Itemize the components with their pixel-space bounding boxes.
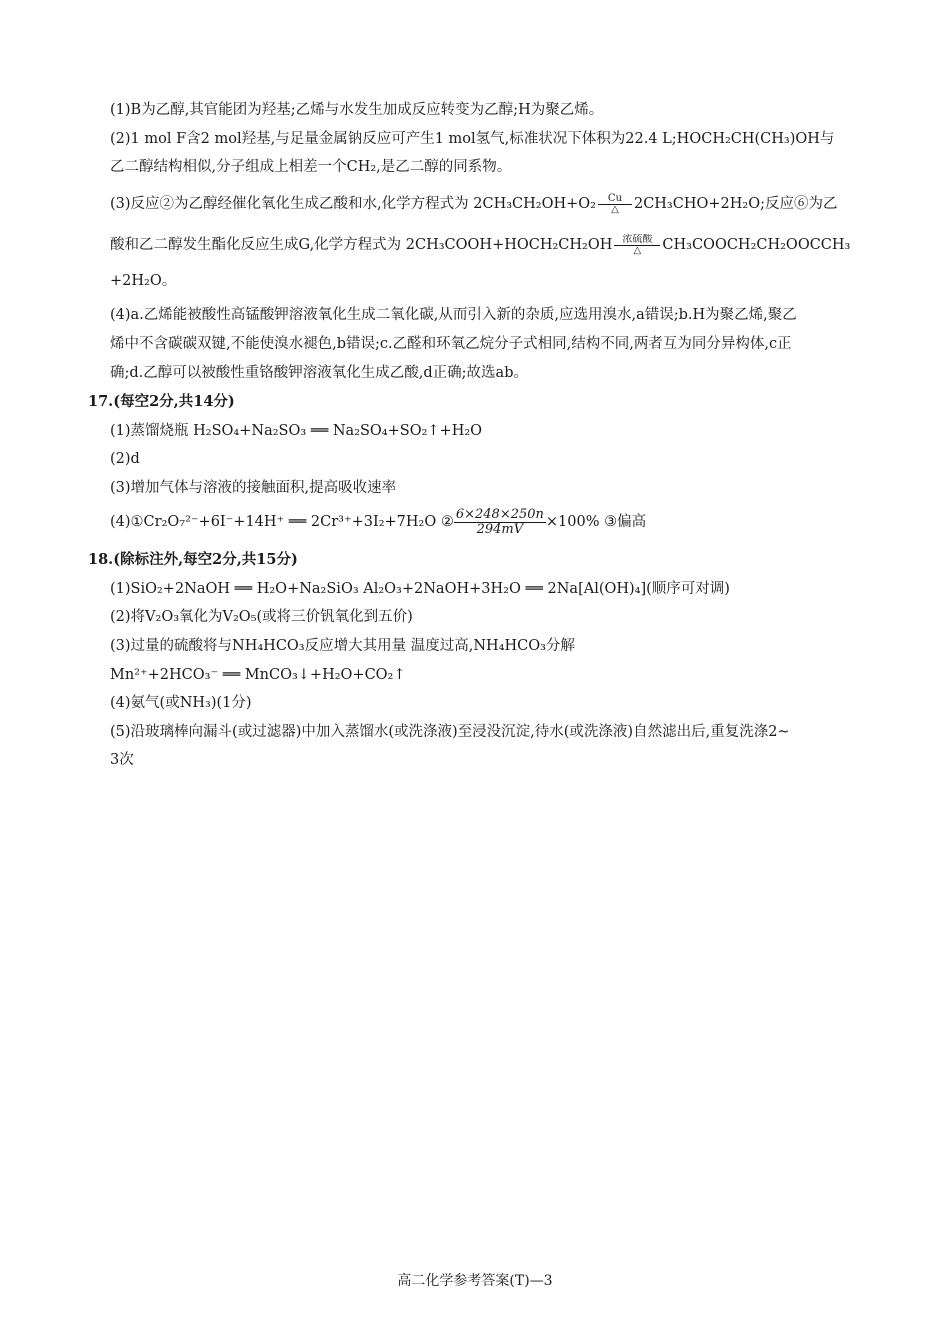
q17-answer4-equation: (4)①Cr₂O₇²⁻+6I⁻+14H⁺ ══ 2Cr³⁺+3I₂+7H₂O ② [110, 514, 454, 530]
q16-part3-eq1-left: (3)反应②为乙醇经催化氧化生成乙酸和水,化学方程式为 2CH₃CH₂OH+O₂ [110, 196, 596, 212]
catalyst-label: Cu [607, 193, 623, 204]
q18-answer3-line2: Mn²⁺+2HCO₃⁻ ══ MnCO₃↓+H₂O+CO₂↑ [110, 667, 406, 683]
q16-part2-line2: 乙二醇结构相似,分子组成上相差一个CH₂,是乙二醇的同系物。 [110, 159, 512, 175]
q18-answer4: (4)氨气(或NH₃)(1分) [110, 695, 252, 711]
q18-heading: 18.(除标注外,每空2分,共15分) [88, 551, 298, 568]
fraction-numerator: 6×248×250n [455, 506, 544, 522]
q17-heading: 17.(每空2分,共14分) [88, 393, 235, 410]
q18-answer5-line1: (5)沿玻璃棒向漏斗(或过滤器)中加入蒸馏水(或洗涤液)至浸没沉淀,待水(或洗涤液)自然滤出后,重复洗涤2~ [110, 724, 790, 740]
q16-part4-line3: 确;d.乙醇可以被酸性重铬酸钾溶液氧化生成乙酸,d正确;故选ab。 [110, 365, 528, 381]
q16-part4-line2: 烯中不含碳碳双键,不能使溴水褪色,b错误;c.乙醛和环氧乙烷分子式相同,结构不同,两者互为同分异构体,c正 [110, 336, 792, 352]
q16-part3-eq2-right: CH₃COOCH₂CH₂OOCCH₃ [662, 237, 851, 253]
q16-part3-eq1-right: 2CH₃CHO+2H₂O;反应⑥为乙 [633, 196, 838, 212]
catalyst-label: 浓硫酸 [622, 234, 653, 245]
q18-answer3-line1: (3)过量的硫酸将与NH₄HCO₃反应增大其用量 温度过高,NH₄HCO₃分解 [110, 638, 575, 654]
q16-part4-line1: (4)a.乙烯能被酸性高锰酸钾溶液氧化生成二氧化碳,从而引入新的杂质,应选用溴水,a错误;b.H为聚乙烯,聚乙 [110, 307, 797, 323]
q18-answer1: (1)SiO₂+2NaOH ══ H₂O+Na₂SiO₃ Al₂O₃+2NaOH+3H₂O ══ 2Na[Al(OH)₄](顺序可对调) [110, 581, 730, 597]
q17-answer3: (3)增加气体与溶液的接触面积,提高吸收速率 [110, 480, 397, 496]
heat-symbol: △ [611, 203, 619, 215]
q17-answer1: (1)蒸馏烧瓶 H₂SO₄+Na₂SO₃ ══ Na₂SO₄+SO₂↑+H₂O [110, 423, 483, 439]
page-footer: 高二化学参考答案(T)—3 [397, 1273, 553, 1289]
q16-part3-line3: +2H₂O。 [110, 273, 177, 289]
q16-part1: (1)B为乙醇,其官能团为羟基;乙烯与水发生加成反应转变为乙醇;H为聚乙烯。 [110, 102, 604, 118]
q18-answer2: (2)将V₂O₃氧化为V₂O₅(或将三价钒氧化到五价) [110, 609, 413, 625]
q16-part3-eq2-left: 酸和乙二醇发生酯化反应生成G,化学方程式为 2CH₃COOH+HOCH₂CH₂OH [110, 237, 613, 253]
purity-fraction [454, 508, 546, 537]
heat-symbol: △ [633, 244, 642, 256]
reaction-arrow-h2so4 [614, 235, 660, 256]
q16-part2-line1: (2)1 mol F含2 mol羟基,与足量金属钠反应可产生1 mol氢气,标准状况下体积为22.4 L;HOCH₂CH(CH₃)OH与 [110, 131, 835, 147]
q17-answer4 [110, 506, 862, 538]
q17-answer4-tail: ×100% ③偏高 [545, 514, 647, 530]
q18-answer5-line2: 3次 [110, 752, 134, 768]
q17-answer2: (2)d [110, 451, 140, 467]
q16-part3-line2 [110, 234, 862, 256]
q16-part3-line1 [110, 193, 862, 215]
fraction-denominator: 294mV [476, 521, 524, 537]
reaction-arrow-cu [598, 194, 632, 215]
